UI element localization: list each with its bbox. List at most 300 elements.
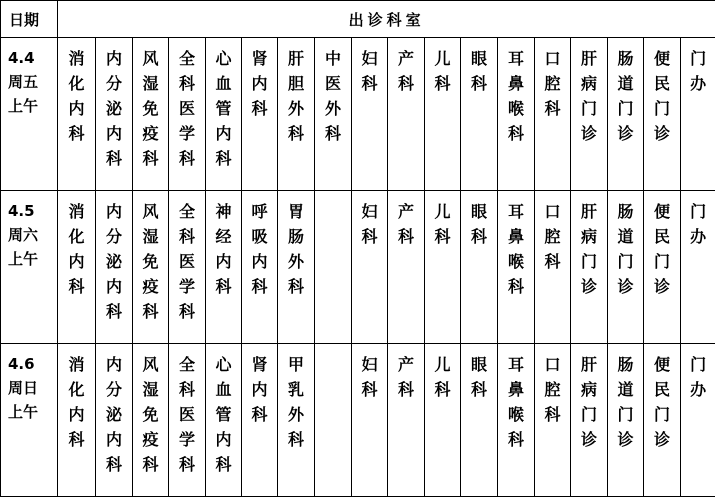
- dept-cell: [461, 38, 498, 191]
- dept-char: 血: [215, 71, 231, 96]
- dept-char: 诊: [617, 427, 633, 452]
- dept-name: [608, 352, 643, 452]
- date-header: 日期: [1, 1, 58, 38]
- dept-char: 门: [690, 352, 706, 377]
- weekday-value: 周六: [8, 223, 57, 247]
- dept-name: [498, 46, 534, 146]
- dept-char: 便: [654, 46, 670, 71]
- dept-name: [206, 352, 241, 477]
- dept-char: 泌: [106, 96, 122, 121]
- dept-char: 门: [581, 96, 597, 121]
- dept-cell: [96, 191, 133, 344]
- dept-char: 道: [617, 71, 633, 96]
- dept-char: 内: [106, 427, 122, 452]
- dept-cell: [96, 344, 133, 497]
- dept-char: 科: [471, 71, 487, 96]
- dept-char: 内: [106, 121, 122, 146]
- dept-char: 科: [398, 71, 414, 96]
- dept-name: [206, 199, 241, 299]
- dept-char: 门: [690, 199, 706, 224]
- dept-char: 消: [68, 199, 84, 224]
- period-value: 上午: [8, 400, 57, 424]
- dept-char: 肾: [251, 46, 267, 71]
- dept-char: 民: [654, 224, 670, 249]
- dept-char: 口: [544, 46, 560, 71]
- dept-char: 心: [215, 352, 231, 377]
- dept-char: 眼: [471, 352, 487, 377]
- dept-cell: [571, 344, 608, 497]
- dept-char: 腔: [544, 377, 560, 402]
- dept-cell: [535, 38, 571, 191]
- dept-name: [133, 46, 168, 171]
- dept-char: 风: [142, 199, 158, 224]
- dept-char: 胃: [288, 199, 304, 224]
- dept-cell: [352, 191, 388, 344]
- dept-char: 医: [325, 71, 341, 96]
- dept-char: 疫: [142, 121, 158, 146]
- dept-name: [133, 199, 168, 324]
- dept-char: 民: [654, 71, 670, 96]
- dept-char: 门: [581, 402, 597, 427]
- dept-cell: [315, 38, 352, 191]
- dept-name: [681, 199, 715, 249]
- dept-char: 免: [142, 96, 158, 121]
- dept-cell: [498, 38, 535, 191]
- dept-char: 肠: [617, 46, 633, 71]
- dept-char: 免: [142, 249, 158, 274]
- dept-char: 医: [179, 402, 195, 427]
- dept-char: 眼: [471, 199, 487, 224]
- dept-char: 肝: [288, 46, 304, 71]
- dept-char: 吸: [251, 224, 267, 249]
- dept-name: [608, 199, 643, 299]
- dept-char: 诊: [617, 274, 633, 299]
- dept-cell: [242, 191, 278, 344]
- dept-char: 学: [179, 427, 195, 452]
- dept-char: 诊: [617, 121, 633, 146]
- dept-cell: [352, 344, 388, 497]
- dept-char: 内: [251, 71, 267, 96]
- dept-cell: [242, 38, 278, 191]
- dept-char: 病: [581, 377, 597, 402]
- dept-char: 神: [215, 199, 231, 224]
- dept-char: 科: [179, 452, 195, 477]
- dept-char: 科: [434, 377, 450, 402]
- dept-char: 门: [654, 96, 670, 121]
- dept-cell: [681, 38, 715, 191]
- dept-char: 门: [690, 46, 706, 71]
- dept-char: 科: [471, 224, 487, 249]
- dept-char: 医: [179, 96, 195, 121]
- dept-char: 内: [106, 352, 122, 377]
- dept-char: 肝: [581, 46, 597, 71]
- dept-char: 免: [142, 402, 158, 427]
- dept-cell: [133, 38, 169, 191]
- dept-name: [388, 199, 424, 249]
- dept-char: 科: [142, 452, 158, 477]
- dept-cell: [498, 344, 535, 497]
- dept-char: 科: [325, 121, 341, 146]
- dept-name: [352, 46, 387, 96]
- dept-char: 诊: [581, 121, 597, 146]
- dept-name: [425, 46, 460, 96]
- date-value: 4.5: [8, 199, 57, 223]
- dept-char: 科: [361, 224, 377, 249]
- dept-char: 便: [654, 199, 670, 224]
- dept-char: 科: [179, 377, 195, 402]
- dept-name: [425, 352, 460, 402]
- dept-cell: [388, 38, 425, 191]
- dept-char: 科: [179, 299, 195, 324]
- dept-char: 诊: [654, 121, 670, 146]
- dept-char: 疫: [142, 427, 158, 452]
- dept-char: 产: [398, 199, 414, 224]
- dept-cell: [571, 191, 608, 344]
- dept-char: 办: [690, 377, 706, 402]
- dept-name: [461, 46, 497, 96]
- dept-char: 消: [68, 46, 84, 71]
- dept-char: 内: [68, 96, 84, 121]
- dept-char: 湿: [142, 377, 158, 402]
- header-row: [1, 1, 715, 38]
- dept-name: [206, 46, 241, 171]
- dept-char: 民: [654, 377, 670, 402]
- dept-cell: [278, 344, 315, 497]
- period-value: 上午: [8, 94, 57, 118]
- dept-cell: [681, 344, 715, 497]
- dept-char: 外: [325, 96, 341, 121]
- dept-name: [133, 352, 168, 477]
- dept-char: 病: [581, 71, 597, 96]
- dept-char: 肠: [617, 352, 633, 377]
- dept-name: [96, 352, 132, 477]
- dept-cell: [169, 191, 206, 344]
- dept-name: [242, 199, 277, 299]
- dept-char: 喉: [508, 249, 524, 274]
- dept-char: 科: [106, 299, 122, 324]
- dept-char: 科: [434, 71, 450, 96]
- dept-char: 诊: [581, 427, 597, 452]
- dept-char: 管: [215, 402, 231, 427]
- dept-name: [278, 199, 314, 299]
- dept-char: 诊: [581, 274, 597, 299]
- dept-char: 内: [215, 427, 231, 452]
- dept-name: [96, 199, 132, 324]
- dept-char: 诊: [654, 274, 670, 299]
- dept-char: 门: [654, 249, 670, 274]
- dept-char: 腔: [544, 71, 560, 96]
- dept-char: 口: [544, 352, 560, 377]
- dept-char: 鼻: [508, 71, 524, 96]
- dept-char: 科: [288, 121, 304, 146]
- dept-cell: [315, 191, 352, 344]
- dept-name: [535, 46, 570, 121]
- dept-name: [498, 199, 534, 299]
- dept-char: 科: [142, 146, 158, 171]
- dept-name: [608, 46, 643, 146]
- date-value: 4.6: [8, 352, 57, 376]
- dept-char: 内: [251, 249, 267, 274]
- dept-name: [681, 352, 715, 402]
- dept-char: 妇: [361, 199, 377, 224]
- dept-cell: [278, 191, 315, 344]
- dept-char: 科: [106, 146, 122, 171]
- dept-cell: [388, 191, 425, 344]
- dept-char: 管: [215, 96, 231, 121]
- dept-char: 肾: [251, 352, 267, 377]
- dept-char: 学: [179, 274, 195, 299]
- dept-name: [644, 199, 680, 299]
- dept-cell: [644, 38, 681, 191]
- dept-char: 耳: [508, 352, 524, 377]
- schedule-row: [1, 191, 715, 344]
- dept-cell: [242, 344, 278, 497]
- dept-char: 肝: [581, 352, 597, 377]
- dept-char: 科: [288, 427, 304, 452]
- dept-name: [278, 46, 314, 146]
- dept-char: 眼: [471, 46, 487, 71]
- dept-cell: [315, 344, 352, 497]
- dept-char: 办: [690, 71, 706, 96]
- dept-char: 产: [398, 46, 414, 71]
- dept-char: 胆: [288, 71, 304, 96]
- dept-char: 外: [288, 402, 304, 427]
- dept-name: [315, 46, 351, 146]
- dept-char: 化: [68, 71, 84, 96]
- dept-char: 湿: [142, 224, 158, 249]
- dept-char: 喉: [508, 402, 524, 427]
- dept-char: 科: [68, 274, 84, 299]
- dept-char: 科: [508, 121, 524, 146]
- dept-char: 中: [325, 46, 341, 71]
- dept-char: 化: [68, 377, 84, 402]
- date-cell: [1, 191, 58, 344]
- dept-cell: [644, 344, 681, 497]
- dept-char: 儿: [434, 46, 450, 71]
- schedule-row: [1, 344, 715, 497]
- dept-char: 科: [398, 224, 414, 249]
- dept-cell: [96, 38, 133, 191]
- dept-char: 门: [617, 249, 633, 274]
- dept-char: 医: [179, 249, 195, 274]
- dept-char: 道: [617, 224, 633, 249]
- dept-char: 心: [215, 46, 231, 71]
- dept-name: [58, 46, 95, 146]
- dept-char: 科: [544, 96, 560, 121]
- dept-name: [388, 352, 424, 402]
- dept-char: 全: [179, 199, 195, 224]
- dept-name: [571, 46, 607, 146]
- dept-char: 风: [142, 46, 158, 71]
- dept-char: 肝: [581, 199, 597, 224]
- dept-char: 学: [179, 121, 195, 146]
- dept-cell: [133, 344, 169, 497]
- dept-char: 外: [288, 249, 304, 274]
- dept-char: 科: [361, 377, 377, 402]
- dept-char: 腔: [544, 224, 560, 249]
- dept-char: 门: [581, 249, 597, 274]
- dept-name: [388, 46, 424, 96]
- dept-char: 喉: [508, 96, 524, 121]
- dept-name: [461, 199, 497, 249]
- dept-char: 产: [398, 352, 414, 377]
- dept-cell: [425, 191, 461, 344]
- dept-cell: [278, 38, 315, 191]
- dept-cell: [535, 191, 571, 344]
- dept-char: 分: [106, 377, 122, 402]
- dept-char: 口: [544, 199, 560, 224]
- dept-char: 便: [654, 352, 670, 377]
- dept-cell: [58, 344, 96, 497]
- dept-char: 科: [508, 274, 524, 299]
- dept-char: 呼: [251, 199, 267, 224]
- dept-char: 科: [398, 377, 414, 402]
- dept-char: 内: [215, 121, 231, 146]
- dept-char: 科: [544, 249, 560, 274]
- dept-name: [681, 46, 715, 96]
- dept-char: 甲: [288, 352, 304, 377]
- dept-name: [352, 352, 387, 402]
- dept-char: 风: [142, 352, 158, 377]
- dept-cell: [608, 38, 644, 191]
- dept-cell: [461, 191, 498, 344]
- dept-name: [644, 46, 680, 146]
- dept-header: 出诊科室: [58, 1, 715, 38]
- dept-char: 疫: [142, 274, 158, 299]
- dept-char: 消: [68, 352, 84, 377]
- dept-char: 科: [179, 146, 195, 171]
- dept-char: 科: [471, 377, 487, 402]
- dept-char: 科: [288, 274, 304, 299]
- dept-char: 经: [215, 224, 231, 249]
- dept-char: 内: [106, 46, 122, 71]
- dept-char: 耳: [508, 199, 524, 224]
- dept-char: 内: [215, 249, 231, 274]
- date-value: 4.4: [8, 46, 57, 70]
- dept-name: [169, 46, 205, 171]
- dept-name: [535, 352, 570, 427]
- dept-char: 科: [544, 402, 560, 427]
- dept-char: 妇: [361, 352, 377, 377]
- weekday-value: 周日: [8, 376, 57, 400]
- dept-cell: [206, 191, 242, 344]
- schedule-row: [1, 38, 715, 191]
- dept-char: 儿: [434, 352, 450, 377]
- dept-char: 科: [215, 452, 231, 477]
- dept-char: 门: [617, 402, 633, 427]
- dept-cell: [681, 191, 715, 344]
- dept-char: 科: [251, 402, 267, 427]
- dept-char: 科: [106, 452, 122, 477]
- dept-char: 化: [68, 224, 84, 249]
- dept-char: 泌: [106, 249, 122, 274]
- dept-name: [242, 352, 277, 427]
- dept-char: 病: [581, 224, 597, 249]
- dept-name: [461, 352, 497, 402]
- dept-char: 鼻: [508, 377, 524, 402]
- dept-name: [425, 199, 460, 249]
- date-cell: [1, 38, 58, 191]
- dept-char: 内: [68, 402, 84, 427]
- dept-cell: [388, 344, 425, 497]
- dept-char: 道: [617, 377, 633, 402]
- dept-cell: [169, 344, 206, 497]
- dept-name: [571, 199, 607, 299]
- dept-char: 科: [142, 299, 158, 324]
- dept-char: 乳: [288, 377, 304, 402]
- dept-cell: [644, 191, 681, 344]
- dept-char: 门: [654, 402, 670, 427]
- dept-char: 诊: [654, 427, 670, 452]
- dept-char: 肠: [288, 224, 304, 249]
- dept-name: [169, 352, 205, 477]
- date-cell: [1, 344, 58, 497]
- dept-char: 科: [508, 427, 524, 452]
- dept-char: 妇: [361, 46, 377, 71]
- dept-char: 科: [179, 71, 195, 96]
- dept-char: 内: [68, 249, 84, 274]
- dept-char: 科: [215, 146, 231, 171]
- dept-name: [242, 46, 277, 121]
- dept-name: [278, 352, 314, 452]
- dept-cell: [206, 38, 242, 191]
- dept-char: 内: [106, 274, 122, 299]
- dept-char: 全: [179, 46, 195, 71]
- dept-cell: [535, 344, 571, 497]
- dept-cell: [498, 191, 535, 344]
- dept-char: 耳: [508, 46, 524, 71]
- dept-cell: [133, 191, 169, 344]
- dept-cell: [352, 38, 388, 191]
- dept-char: 科: [251, 96, 267, 121]
- dept-name: [498, 352, 534, 452]
- dept-cell: [608, 191, 644, 344]
- dept-cell: [571, 38, 608, 191]
- dept-char: 全: [179, 352, 195, 377]
- dept-char: 办: [690, 224, 706, 249]
- dept-cell: [58, 38, 96, 191]
- dept-char: 科: [251, 274, 267, 299]
- dept-char: 血: [215, 377, 231, 402]
- dept-name: [352, 199, 387, 249]
- dept-cell: [425, 38, 461, 191]
- dept-char: 科: [434, 224, 450, 249]
- dept-name: [535, 199, 570, 274]
- dept-cell: [58, 191, 96, 344]
- dept-char: 科: [68, 427, 84, 452]
- dept-char: 科: [215, 274, 231, 299]
- dept-char: 外: [288, 96, 304, 121]
- dept-name: [58, 352, 95, 452]
- dept-cell: [169, 38, 206, 191]
- dept-name: [169, 199, 205, 324]
- dept-char: 湿: [142, 71, 158, 96]
- dept-char: 内: [251, 377, 267, 402]
- dept-char: 肠: [617, 199, 633, 224]
- dept-name: [571, 352, 607, 452]
- dept-cell: [425, 344, 461, 497]
- dept-char: 儿: [434, 199, 450, 224]
- dept-cell: [206, 344, 242, 497]
- dept-char: 内: [106, 199, 122, 224]
- dept-char: 泌: [106, 402, 122, 427]
- period-value: 上午: [8, 247, 57, 271]
- dept-char: 分: [106, 224, 122, 249]
- dept-char: 科: [179, 224, 195, 249]
- dept-cell: [461, 344, 498, 497]
- dept-char: 门: [617, 96, 633, 121]
- dept-name: [644, 352, 680, 452]
